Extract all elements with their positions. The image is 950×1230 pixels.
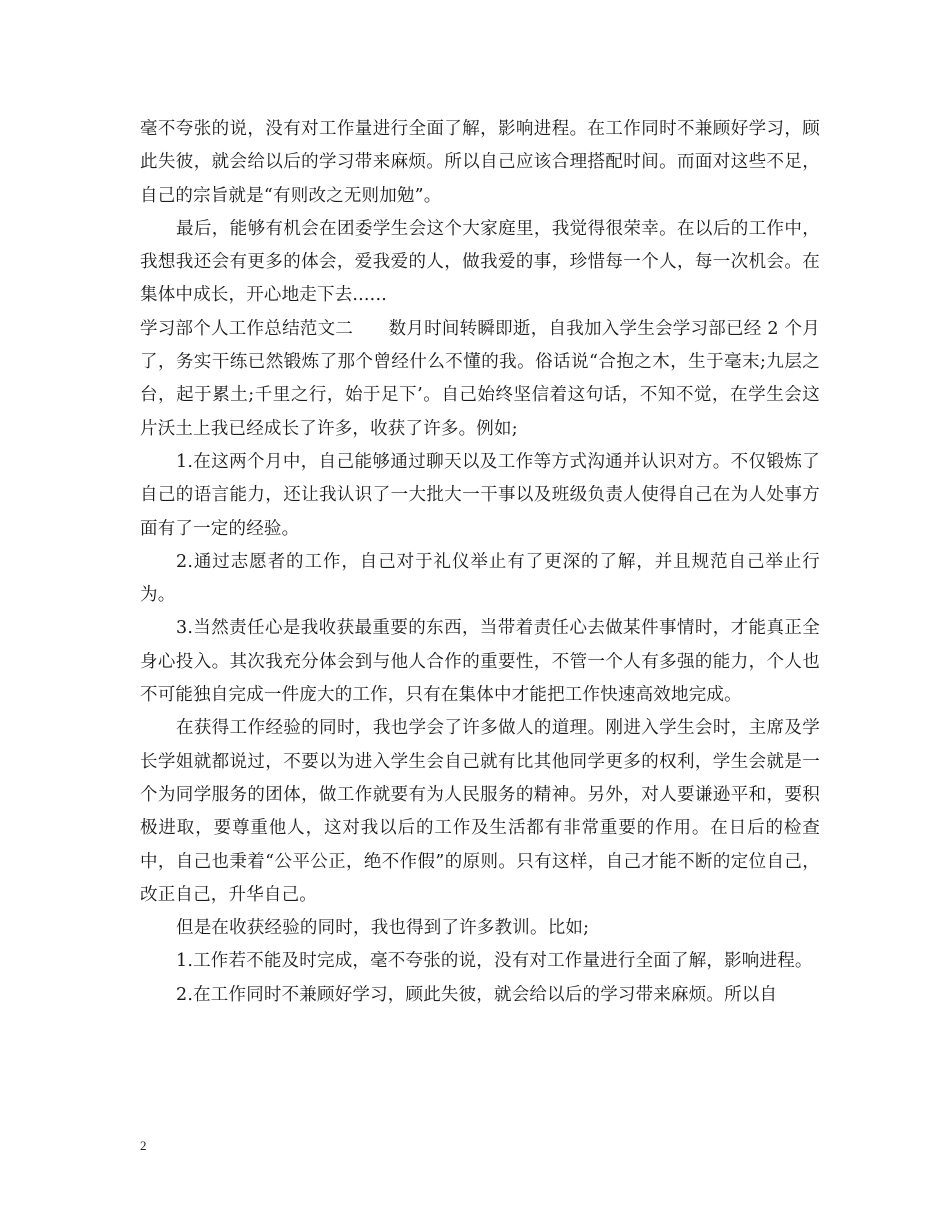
paragraph-10: 2.在工作同时不兼顾好学习，顾此失彼，就会给以后的学习带来麻烦。所以自	[176, 984, 778, 1005]
paragraph-5: 2.通过志愿者的工作，自己对于礼仪举止有了更深的了解，并且规范自己举止行为。	[140, 551, 820, 606]
paragraph-6: 3.当然责任心是我收获最重要的东西，当带着责任心去做某件事情时，才能真正全身心投入。其次我充分体会到与他人合作的重要性，不管一个人有多强的能力，个人也不可能独自完成一件庞大的工作，只有在集体中才能把工作快速高效地完成。	[140, 618, 820, 706]
paragraph-3: 学习部个人工作总结范文二 数月时间转瞬即逝，自我加入学生会学习部已经 2 个月了，务实干练已然锻炼了那个曾经什么不懂的我。俗话说“合抱之木，生于毫末;九层之台，起于累土;千里之行，始于足下’。自己始终坚信着这句话，不知不觉，在学生会这片沃土上我已经成长了许多，收获了许多。例如;	[140, 318, 820, 439]
paragraph-7: 在获得工作经验的同时，我也学会了许多做人的道理。刚进入学生会时，主席及学长学姐就都说过，不要以为进入学生会自己就有比其他同学更多的权利，学生会就是一个为同学服务的团体，做工作就要有为人民服务的精神。另外，对人要谦逊平和，要积极进取，要尊重他人，这对我以后的工作及生活都有非常重要的作用。在日后的检查中，自己也秉着“公平公正，绝不作假”的原则。只有这样，自己才能不断的定位自己，改正自己，升华自己。	[140, 718, 820, 905]
paragraph-8: 但是在收获经验的同时，我也得到了许多教训。比如;	[176, 918, 590, 939]
paragraph-9: 1.工作若不能及时完成，毫不夸张的说，没有对工作量进行全面了解，影响进程。	[176, 951, 813, 972]
paragraph-2: 最后，能够有机会在团委学生会这个大家庭里，我觉得很荣幸。在以后的工作中，我想我还会有更多的体会，爱我爱的人，做我爱的事，珍惜每一个人，每一次机会。在集体中成长，开心地走下去......	[140, 218, 820, 306]
paragraph-1: 毫不夸张的说，没有对工作量进行全面了解，影响进程。在工作同时不兼顾好学习，顾此失彼，就会给以后的学习带来麻烦。所以自己应该合理搭配时间。而面对这些不足，自己的宗旨就是“有则改之无则加勉”。	[140, 119, 820, 206]
page-number: 2	[140, 1138, 147, 1153]
paragraph-4: 1.在这两个月中，自己能够通过聊天以及工作等方式沟通并认识对方。不仅锻炼了自己的语言能力，还让我认识了一大批大一干事以及班级负责人使得自己在为人处事方面有了一定的经验。	[140, 451, 820, 539]
document-body	[140, 113, 820, 1012]
